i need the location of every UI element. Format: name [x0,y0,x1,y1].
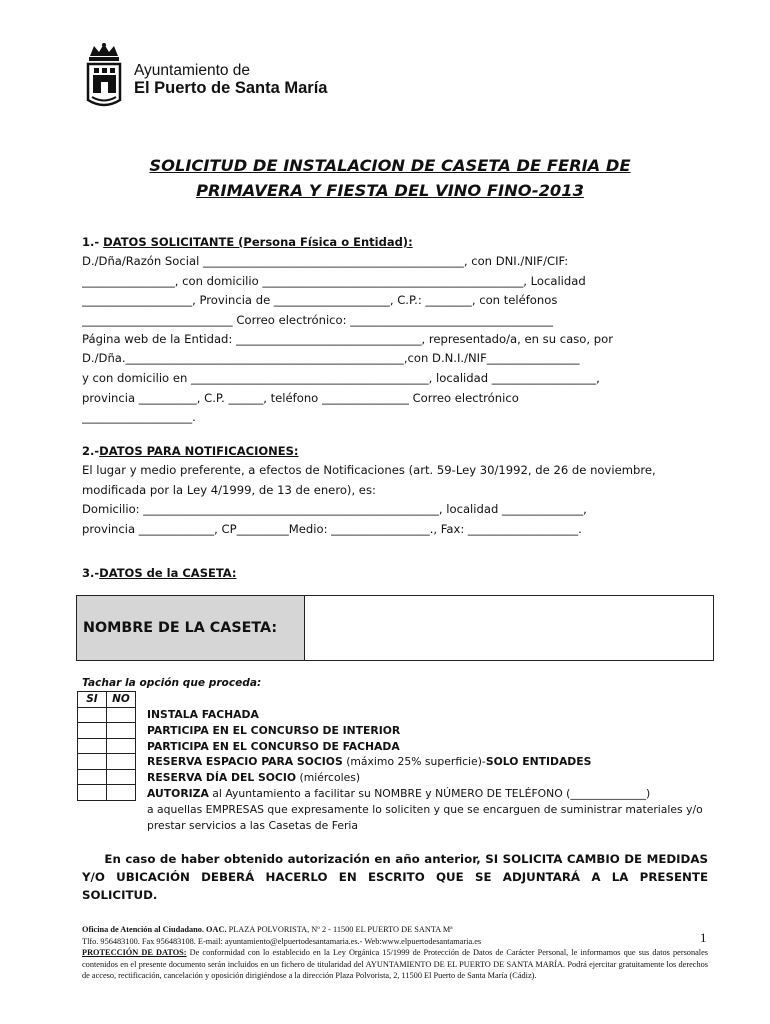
section3-prefix: 3.- [82,566,100,580]
options-instruction: Tachar la opción que proceda: [82,677,262,689]
nombre-caseta-box [76,595,714,661]
section1-heading [82,235,413,249]
form-line-domicilio-rep[interactable]: y con domicilio en _________________________________________, localidad __________________, [82,371,600,385]
checkbox-no[interactable] [107,785,136,801]
checkbox-si[interactable] [78,723,107,739]
crown-tower-emblem-icon [82,42,126,112]
form-line-provincia[interactable]: ___________________, Provincia de ____________________, C.P.: ________, con teléfonos [82,293,558,307]
option-concurso-fachada: PARTICIPA EN EL CONCURSO DE FACHADA [147,740,400,753]
form-line-notif-domicilio[interactable]: Domicilio: ___________________________________________________, localidad ______________, [82,502,587,516]
form-line-domicilio[interactable]: ________________, con domicilio _____________________________________________, Localidad [82,274,586,288]
form-line-provincia-rep[interactable]: provincia __________, C.P. ______, teléfono _______________ Correo electrónico [82,391,519,405]
section2-heading [82,444,299,458]
options-checkbox-table [77,691,136,801]
checkbox-si[interactable] [78,769,107,785]
checkbox-no[interactable] [107,707,136,723]
footer-data-protection: PROTECCIÓN DE DATOS: De conformidad con lo establecido en la Ley Orgánica 15/1999 de Protección de Datos de Carácter Personal, le informamos que sus datos personales contenidos en el presente documento serán incluidos en un fichero de titularidad del AYUNTAMIENTO DE EL PUERTO DE SANTA MARÍA. Podrá ejercitar gratuitamente los derechos de acceso, rectificación, cancelación y oposición dirigiéndose a la dirección Plaza Polvorista, 2, 11500 El Puerto de Santa María (Cádiz). [82,948,709,980]
checkbox-no[interactable] [107,769,136,785]
checkbox-no[interactable] [107,738,136,754]
col-no-header: NO [107,692,136,708]
checkbox-no[interactable] [107,723,136,739]
checkbox-no[interactable] [107,754,136,770]
municipal-logo [82,42,352,112]
notif-text-line1: El lugar y medio preferente, a efectos de Notificaciones (art. 59-Ley 30/1992, de 26 de noviembre, [82,463,656,477]
form-line-representante[interactable]: D./Dña.________________________________________________,con D.N.I./NIF________________ [82,351,580,365]
footer-office: Oficina de Atención al Ciudadano. OAC. PLAZA POLVORISTA, Nº 2 - 11500 EL PUERTO DE SANTA Mª [82,925,453,934]
checkbox-si[interactable] [78,754,107,770]
form-line-web[interactable]: Página web de la Entidad: ________________________________, representado/a, en su caso, por [82,332,613,346]
footer-contact: Tlfo. 956483100. Fax 956483108. E-mail: ayuntamiento@elpuertodesantamaria.es.- Web:www.elpuertodesantamaria.es [82,936,482,946]
page-number: 1 [700,930,707,945]
footer [82,924,708,982]
section1-title: DATOS SOLICITANTE (Persona Física o Entidad): [103,235,413,249]
nombre-caseta-field[interactable] [305,596,713,660]
section3-heading [82,566,237,580]
option-instala-fachada: INSTALA FACHADA [147,708,259,721]
option-reserva-socios: RESERVA ESPACIO PARA SOCIOS (máximo 25% superficie)-SOLO ENTIDADES [147,755,592,768]
section3-title: DATOS de la CASETA: [99,566,237,580]
section1-prefix: 1.- [82,235,104,249]
form-line-notif-provincia[interactable]: provincia _____________, CP_________Medio: _________________., Fax: ___________________. [82,522,582,536]
checkbox-si[interactable] [78,785,107,801]
form-line-correo-rep[interactable]: ___________________. [82,410,196,424]
option-autoriza: AUTORIZA al Ayuntamiento a facilitar su NOMBRE y NÚMERO DE TELÉFONO (______________) [147,787,651,800]
logo-text-line1: Ayuntamiento de [134,62,251,79]
logo-text-line2: El Puerto de Santa María [134,79,328,97]
document-title-line2: PRIMAVERA Y FIESTA DEL VINO FINO-2013 [196,181,584,200]
col-si-header: SI [78,692,107,708]
notif-text-line2: modificada por la Ley 4/1999, de 13 de enero), es: [82,483,376,497]
option-autoriza-line3: prestar servicios a las Casetas de Feria [147,819,359,832]
form-line-correo[interactable]: __________________________ Correo electrónico: ___________________________________ [82,313,554,327]
closing-notice: En caso de haber obtenido autorización en año anterior, SI SOLICITA CAMBIO DE MEDIDAS Y/O UBICACIÓN DEBERÁ HACERLO EN ESCRITO QUE SE ADJUNTARÁ A LA PRESENTE SOLICITUD. [82,852,708,902]
section2-prefix: 2.- [82,444,100,458]
option-autoriza-line2: a aquellas EMPRESAS que expresamente lo soliciten y que se encarguen de suministrar materiales y/o [147,803,703,816]
nombre-caseta-label: NOMBRE DE LA CASETA: [77,596,305,660]
checkbox-si[interactable] [78,738,107,754]
checkbox-si[interactable] [78,707,107,723]
option-concurso-interior: PARTICIPA EN EL CONCURSO DE INTERIOR [147,724,401,737]
document-title-line1: SOLICITUD DE INSTALACION DE CASETA DE FERIA DE [149,156,631,175]
option-reserva-dia-socio: RESERVA DÍA DEL SOCIO (miércoles) [147,771,361,784]
section2-title: DATOS PARA NOTIFICACIONES: [99,444,299,458]
form-line-razon-social[interactable]: D./Dña/Razón Social _____________________________________________, con DNI./NIF/CIF: [82,254,569,268]
